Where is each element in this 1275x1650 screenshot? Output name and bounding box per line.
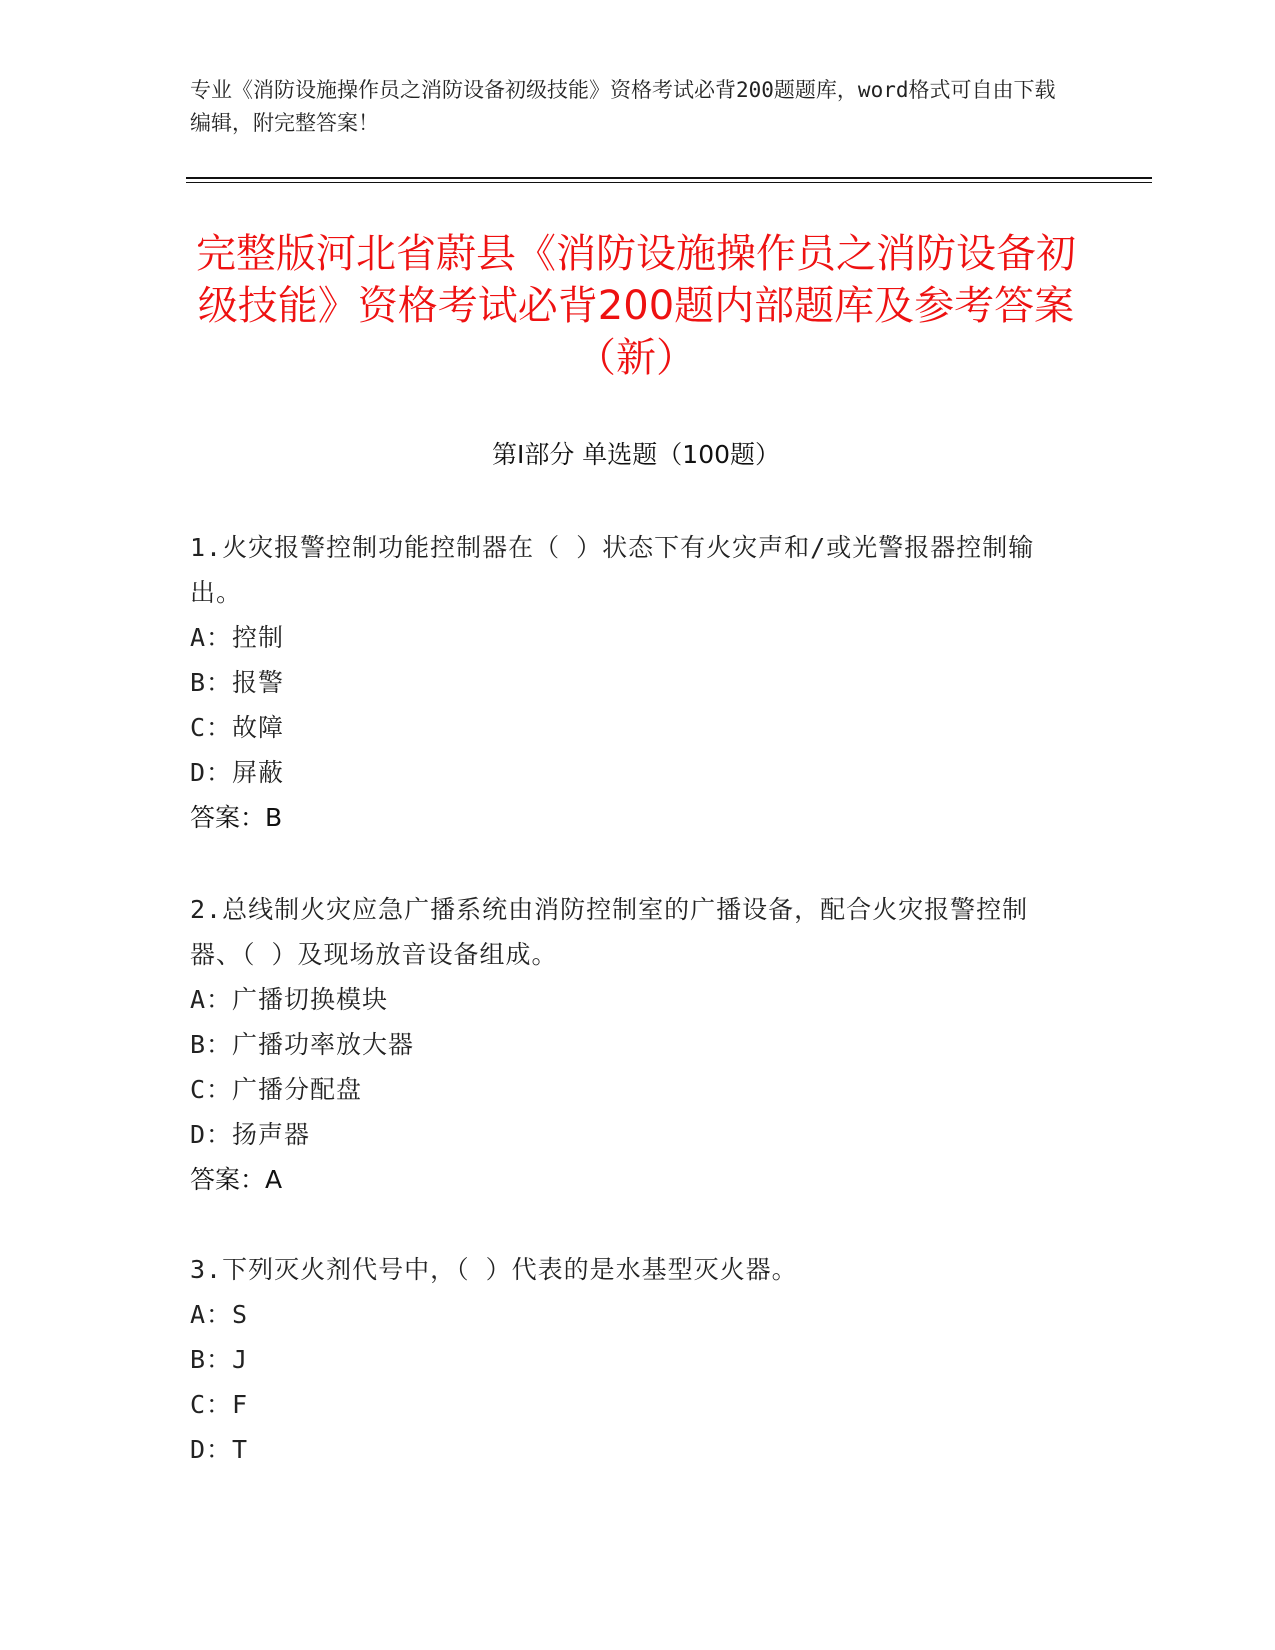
header-divider-thick [186, 177, 1152, 179]
option-b: B：J [190, 1345, 249, 1374]
option-d: D：扬声器 [190, 1120, 311, 1149]
option-b: B：广播功率放大器 [190, 1030, 415, 1059]
option-c: C：F [190, 1390, 249, 1419]
section-heading: 第Ⅰ部分 单选题（100题） [491, 440, 781, 469]
question-block [190, 1247, 1080, 1472]
option-a: A：控制 [190, 623, 285, 652]
question-block [190, 525, 1080, 840]
answer: 答案：B [190, 803, 283, 832]
option-c: C：广播分配盘 [190, 1075, 363, 1104]
question-stem: 1.火灾报警控制功能控制器在（ ）状态下有火灾声和/或光警报器控制输出。 [190, 533, 1035, 607]
question-block [190, 887, 1080, 1202]
option-d: D：屏蔽 [190, 758, 285, 787]
option-c: C：故障 [190, 713, 285, 742]
option-a: A：S [190, 1300, 249, 1329]
option-b: B：报警 [190, 668, 285, 697]
header-divider-thin [186, 182, 1152, 183]
question-stem: 2.总线制火灾应急广播系统由消防控制室的广播设备，配合火灾报警控制器、（ ）及现场放音设备组成。 [190, 895, 1029, 969]
option-a: A：广播切换模块 [190, 985, 389, 1014]
document-title: 完整版河北省蔚县《消防设施操作员之消防设备初级技能》资格考试必背200题内部题库及参考答案（新） [196, 231, 1076, 381]
answer: 答案：A [190, 1165, 283, 1194]
header-note: 专业《消防设施操作员之消防设备初级技能》资格考试必背200题题库，word格式可自由下载编辑，附完整答案！ [190, 78, 1056, 135]
option-d: D：T [190, 1435, 249, 1464]
question-stem: 3.下列灭火剂代号中，（ ）代表的是水基型灭火器。 [190, 1255, 798, 1284]
